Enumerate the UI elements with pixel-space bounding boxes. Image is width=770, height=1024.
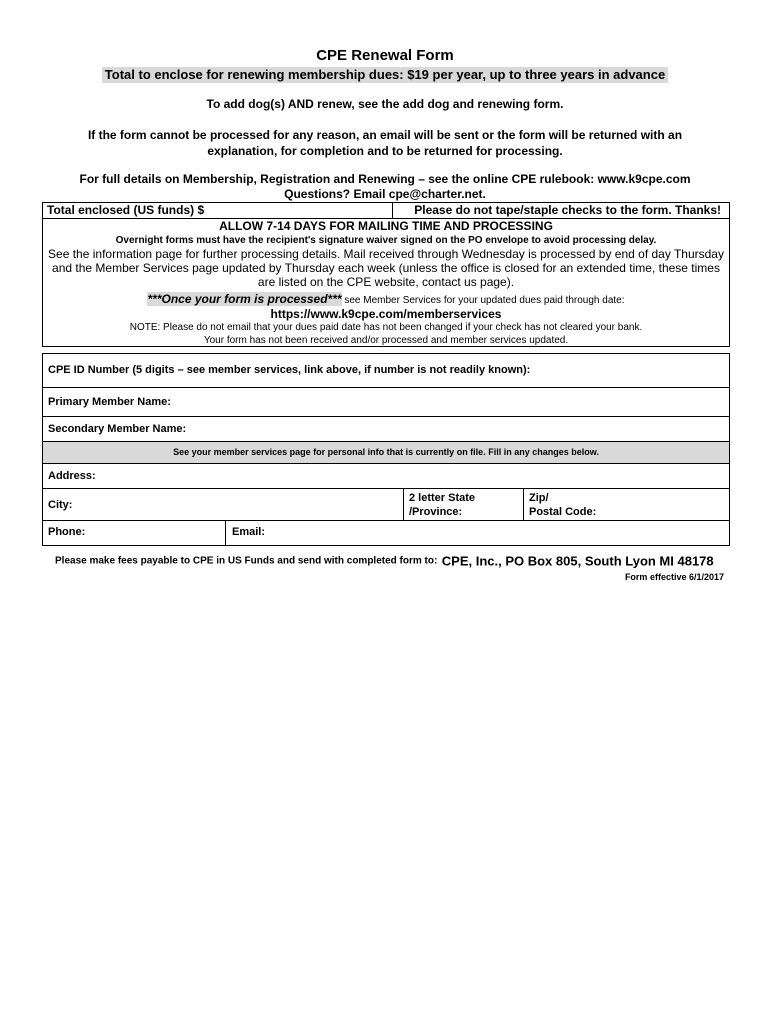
secondary-name-field[interactable] bbox=[43, 417, 729, 442]
member-info-table bbox=[42, 353, 730, 546]
form-effective-date: Form effective 6/1/2017 bbox=[624, 572, 724, 582]
payment-box bbox=[42, 202, 730, 347]
phone-label[interactable]: Phone: bbox=[48, 526, 86, 538]
zip-field[interactable] bbox=[523, 489, 729, 520]
member-services-link[interactable]: https://www.k9cpe.com/memberservices bbox=[270, 307, 502, 321]
city-label[interactable]: City: bbox=[48, 499, 73, 511]
see-info-text: See your member services page for personal info that is currently on file. Fill in any changes below. bbox=[173, 447, 599, 457]
processing-note: If the form cannot be processed for any reason, an email will be sent or the form will be returned with an explanation, for completion and to be returned for processing. bbox=[87, 128, 683, 158]
details-line-2: Questions? Email cpe@charter.net. bbox=[284, 187, 486, 201]
processing-info: See the information page for further processing details. Mail received through Wednesday is processed by end of day Thursday and the Member Services page updated by Thursday each week (unless the office is closed for an extended time, these times are listed on the CPE website, contact us page). bbox=[48, 247, 724, 289]
no-tape-note: Please do not tape/staple checks to the form. Thanks! bbox=[393, 203, 729, 219]
payable-text: Please make fees payable to CPE in US Funds and send with completed form to: bbox=[55, 555, 438, 567]
address-label: Address: bbox=[48, 470, 96, 482]
processed-rest: see Member Services for your updated dues paid through date: bbox=[341, 295, 625, 306]
secondary-name-label: Secondary Member Name: bbox=[48, 423, 187, 435]
email-label: Email: bbox=[232, 526, 266, 538]
address-field[interactable] bbox=[43, 464, 729, 489]
payable-line bbox=[55, 552, 755, 570]
state-label-line-1: 2 letter State bbox=[409, 492, 476, 504]
email-field[interactable] bbox=[225, 521, 729, 545]
details-line-1: For full details on Membership, Registration and Renewing – see the online CPE rulebook: www.k9cpe.com bbox=[79, 172, 691, 186]
state-field[interactable] bbox=[403, 489, 523, 520]
cpe-id-field[interactable] bbox=[43, 354, 729, 388]
not-received-note: Your form has not been received and/or processed and member services updated. bbox=[203, 335, 569, 346]
primary-name-field[interactable] bbox=[43, 388, 729, 417]
overnight-note: Overnight forms must have the recipient's signature waiver signed on the PO envelope to avoid processing delay. bbox=[115, 235, 657, 246]
zip-label-line-1: Zip/ bbox=[529, 492, 549, 504]
add-dog-note: To add dog(s) AND renew, see the add dog and renewing form. bbox=[206, 97, 564, 111]
form-title: CPE Renewal Form bbox=[316, 47, 454, 64]
details-note bbox=[30, 172, 740, 202]
bank-note: NOTE: Please do not email that your dues paid date has not been changed if your check has not cleared your bank. bbox=[129, 322, 643, 333]
processed-highlight: ***Once your form is processed*** bbox=[147, 292, 342, 306]
state-label-line-2: /Province: bbox=[409, 506, 463, 518]
phone-row bbox=[43, 521, 729, 545]
primary-name-label: Primary Member Name: bbox=[48, 396, 171, 408]
dues-subtitle: Total to enclose for renewing membership dues: $19 per year, up to three years in advance bbox=[102, 67, 668, 83]
total-enclosed-field[interactable]: Total enclosed (US funds) $ bbox=[43, 203, 393, 219]
city-row bbox=[43, 489, 729, 521]
cpe-id-label: CPE ID Number (5 digits – see member services, link above, if number is not readily known): bbox=[48, 364, 531, 376]
processed-note bbox=[43, 292, 729, 308]
zip-label-line-2: Postal Code: bbox=[529, 506, 597, 518]
subtitle-wrap bbox=[0, 66, 770, 84]
see-info-banner bbox=[43, 442, 729, 464]
allow-days-note: ALLOW 7-14 DAYS FOR MAILING TIME AND PROCESSING bbox=[219, 219, 553, 233]
mailing-address: CPE, Inc., PO Box 805, South Lyon MI 48178 bbox=[441, 553, 714, 569]
